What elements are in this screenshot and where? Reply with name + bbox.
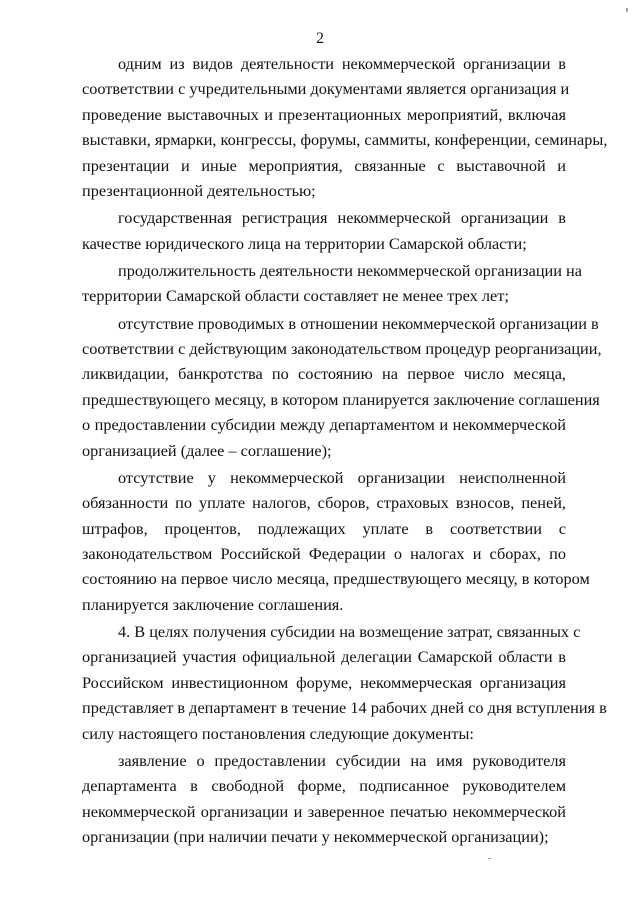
text-line: презентации и иные мероприятия, связанные с выставочной и	[82, 155, 566, 175]
text-line: соответствии с действующим законодательством процедур реорганизации,	[82, 338, 602, 358]
text-line: продолжительность деятельности некоммерческой организации на	[118, 260, 582, 280]
page-number: 2	[316, 30, 324, 47]
text-line: штрафов, процентов, подлежащих уплате в соответствии с	[82, 518, 566, 538]
text-line: выставки, ярмарки, конгрессы, форумы, саммиты, конференции, семинары,	[82, 130, 608, 150]
text-line: 4. В целях получения субсидии на возмещение затрат, связанных с	[118, 622, 581, 642]
text-line: организацией участия официальной делегации Самарской области в	[82, 647, 566, 667]
text-line: организации (при наличии печати у некоммерческой организации);	[82, 827, 549, 847]
document-body	[82, 51, 608, 849]
text-line: государственная регистрация некоммерческой организации в	[118, 208, 566, 228]
text-line: территории Самарской области составляет не менее трех лет;	[82, 286, 509, 306]
text-line: ликвидации, банкротства по состоянию на первое число месяца,	[82, 364, 566, 384]
text-line: организацией (далее – соглашение);	[82, 440, 332, 460]
text-line: законодательством Российской Федерации о налогах и сборах, по	[82, 543, 566, 563]
scan-speck	[488, 858, 491, 859]
text-line: некоммерческой организации и заверенное печатью некоммерческой	[82, 801, 566, 821]
text-line: предшествующего месяцу, в котором планируется заключение соглашения	[82, 389, 600, 409]
text-line: обязанности по уплате налогов, сборов, страховых взносов, пеней,	[82, 493, 566, 513]
text-line: отсутствие проводимых в отношении некоммерческой организации в	[118, 313, 599, 333]
text-line: одним из видов деятельности некоммерческой организации в	[118, 54, 566, 73]
text-line: отсутствие у некоммерческой организации неисполненной	[118, 467, 566, 487]
text-line: соответствии с учредительными документами является организация и	[82, 79, 570, 99]
text-line: заявление о предоставлении субсидии на имя руководителя	[118, 750, 566, 770]
text-line: проведение выставочных и презентационных мероприятий, включая	[82, 104, 566, 124]
text-line: о предоставлении субсидии между департаментом и некоммерческой	[82, 415, 566, 435]
scan-speck	[626, 8, 628, 12]
text-line: презентационной деятельностью;	[82, 180, 316, 200]
text-line: представляет в департамент в течение 14 рабочих дней со дня вступления в	[82, 698, 607, 718]
text-line: силу настоящего постановления следующие документы:	[82, 723, 474, 743]
text-line: департамента в свободной форме, подписанное руководителем	[82, 776, 566, 796]
text-line: планируется заключение соглашения.	[82, 594, 344, 614]
text-line: Российском инвестиционном форуме, некоммерческая организация	[82, 672, 566, 692]
text-line: состоянию на первое число месяца, предшествующего месяцу, в котором	[82, 569, 590, 589]
text-line: качестве юридического лица на территории Самарской области;	[82, 233, 527, 253]
